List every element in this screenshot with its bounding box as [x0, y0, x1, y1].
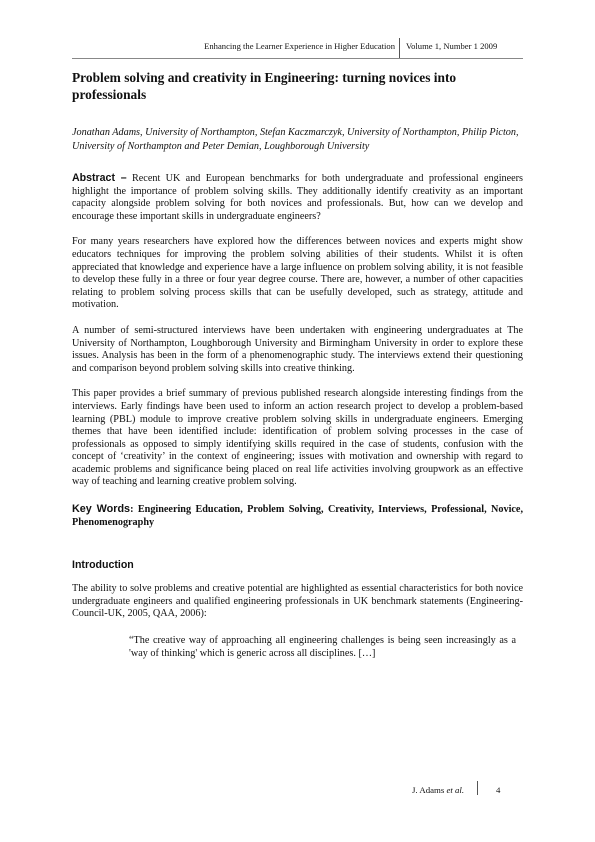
introduction-paragraph: The ability to solve problems and creative potential are highlighted as essential characteristics for both novice undergraduate engineers and qualified engineering professionals in UK benchmark statements (Engineering-Council-UK, 2005, QAA, 2006): — [72, 583, 523, 620]
keywords-label: Key Words — [72, 503, 131, 516]
article-title: Problem solving and creativity in Engineering: turning novices into professionals — [72, 70, 457, 102]
abstract-text: Recent UK and European benchmarks for both undergraduate and professional engineers highlight the importance of problem solving skills. They additionally identify creativity as an important capacity alongside problem solving for both novices and professionals. But, how can we develop and encourage these important skills in undergraduate engineers? — [72, 173, 524, 222]
footer-author-etal: et al. — [446, 785, 465, 795]
paragraph: A number of semi-structured interviews have been undertaken with engineering undergraduates at The University of Northampton, Loughborough University and Birmingham University in order to explore these issues. Analysis has been in the form of a phenomenographic study. The interviews extend their questioning and comparison beyond problem solving skills into creative thinking. — [72, 324, 523, 374]
journal-title: Enhancing the Learner Experience in Higher Education — [204, 41, 395, 51]
block-quote: “The creative way of approaching all engineering challenges is being seen increasingly as a 'way of thinking' which is generic across all disciplines. […] — [129, 635, 516, 659]
paragraph: For many years researchers have explored how the differences between novices and experts might show educators techniques for improving the problem solving abilities of their students. Whilst it is often appreciated that knowledge and experience have a large influence on problem solving ability, it is not feasible to develop these fully in a three or four year degree course. There are, however, a number of other capacities relating to problem solving process skills that can be usefully developed, such as strategy, attitude and motivation. — [72, 236, 523, 311]
keywords-text: : Engineering Education, Problem Solving, Creativity, Interviews, Professional, Novice, Phenomenography — [72, 504, 523, 528]
footer-author — [412, 785, 464, 795]
footer-author-name: J. Adams — [412, 785, 447, 795]
page-number: 4 — [496, 785, 501, 795]
paragraph: This paper provides a brief summary of previous published research alongside interesting findings from the interviews. Early findings have been used to inform an action research project to develop a problem-based learning (PBL) module to improve creative problem solving skills in undergraduate engineers. Emerging themes that have been identified include: identification of problem solving processes in the case of professionals as opposed to simply identifying skills required in the case of students, confusion with the concept of ‘creativity’ in the context of engineering; issues with motivation and ownership with regard to academic problems and significance being placed on real life activities involving groupwork as an effective way of teaching and learning creative problem solving. — [72, 388, 523, 488]
abstract — [72, 172, 523, 223]
author-list: Jonathan Adams, University of Northampton, Stefan Kaczmarczyk, University of Northampton, Philip Picton, University of Northampton and Peter Demian, Loughborough University — [72, 127, 519, 152]
article-body — [72, 69, 523, 660]
section-heading: Introduction — [72, 559, 134, 572]
running-header — [0, 38, 595, 58]
header-rule — [72, 58, 523, 59]
volume-info: Volume 1, Number 1 2009 — [406, 41, 498, 51]
abstract-label: Abstract – — [72, 172, 127, 184]
footer-divider — [477, 781, 478, 795]
keywords — [72, 503, 523, 529]
header-divider — [399, 38, 400, 58]
